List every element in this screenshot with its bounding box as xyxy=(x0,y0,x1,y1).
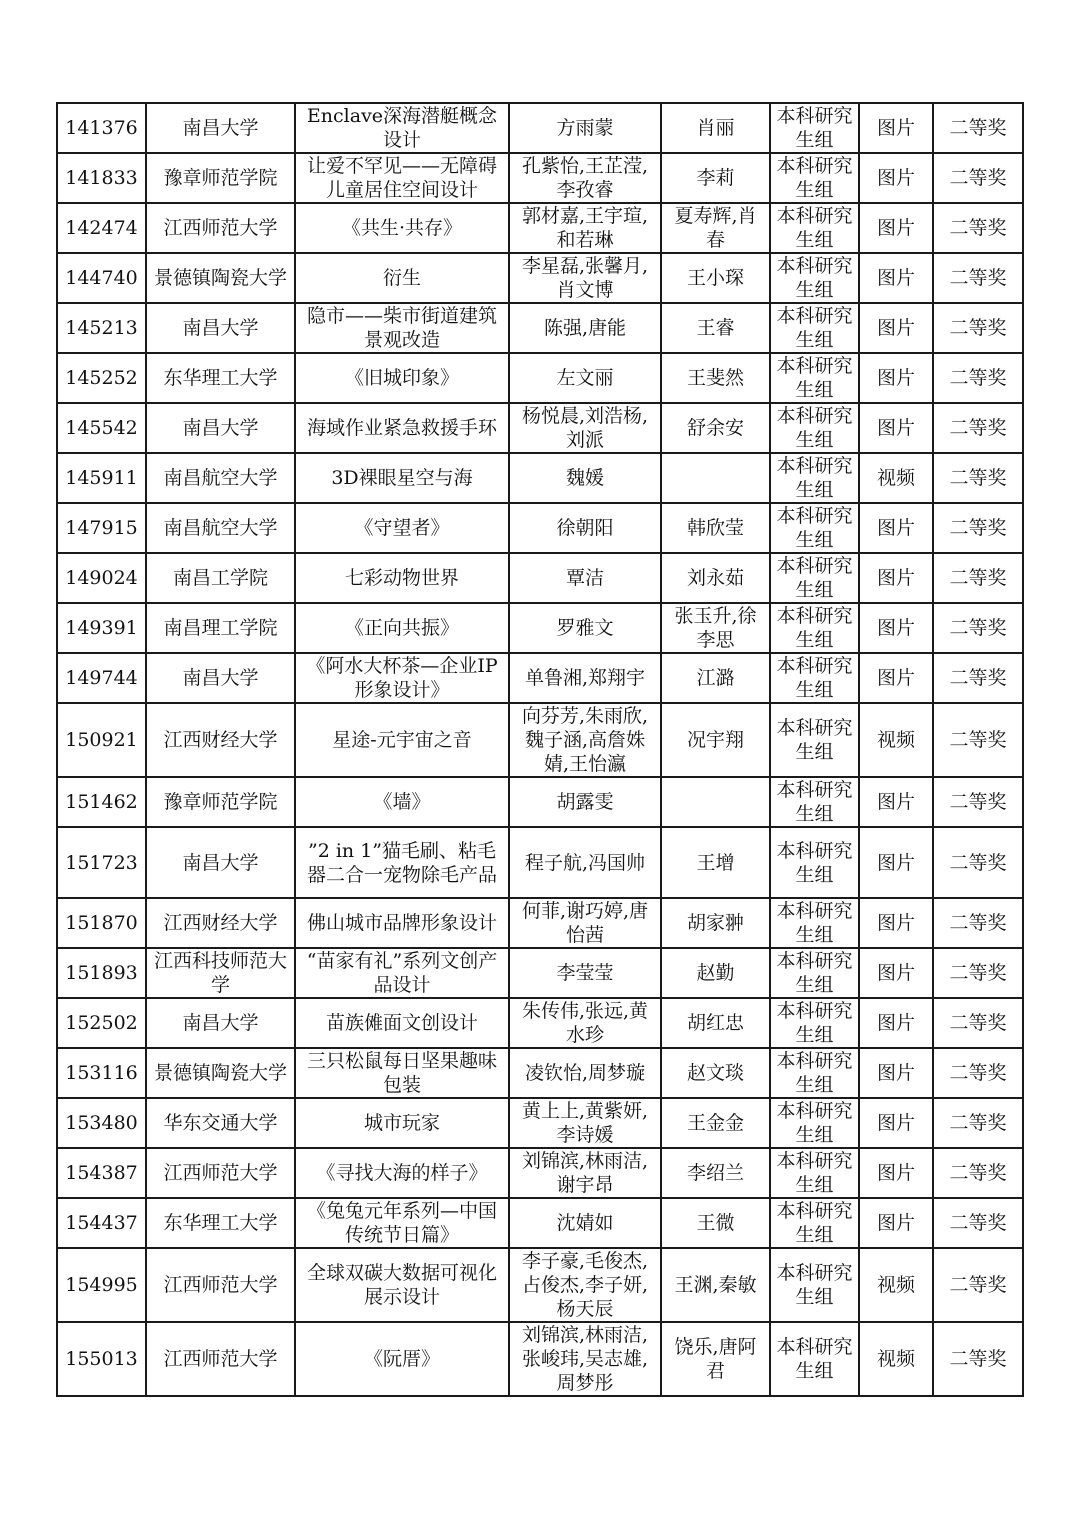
cell-type: 视频 xyxy=(859,703,933,777)
cell-group: 本科研究生组 xyxy=(770,653,859,703)
cell-id: 149391 xyxy=(57,603,146,653)
cell-title: 三只松鼠每日坚果趣味包装 xyxy=(295,1048,509,1098)
cell-title: 衍生 xyxy=(295,253,509,303)
cell-award: 二等奖 xyxy=(933,503,1023,553)
cell-school: 江西师范大学 xyxy=(146,203,295,253)
table-row xyxy=(57,503,1023,553)
cell-id: 145911 xyxy=(57,453,146,503)
table-row xyxy=(57,103,1023,153)
cell-authors: 孔紫怡,王芷滢,李孜睿 xyxy=(509,153,661,203)
cell-type: 图片 xyxy=(859,553,933,603)
cell-advisor: 刘永茹 xyxy=(661,553,770,603)
cell-type: 图片 xyxy=(859,777,933,827)
cell-id: 149744 xyxy=(57,653,146,703)
cell-group: 本科研究生组 xyxy=(770,353,859,403)
cell-award: 二等奖 xyxy=(933,103,1023,153)
cell-advisor: 王小琛 xyxy=(661,253,770,303)
cell-advisor: 王睿 xyxy=(661,303,770,353)
cell-group: 本科研究生组 xyxy=(770,303,859,353)
cell-group: 本科研究生组 xyxy=(770,503,859,553)
cell-type: 图片 xyxy=(859,898,933,948)
cell-group: 本科研究生组 xyxy=(770,103,859,153)
cell-group: 本科研究生组 xyxy=(770,403,859,453)
table-row xyxy=(57,253,1023,303)
cell-title: 城市玩家 xyxy=(295,1098,509,1148)
cell-advisor: 况宇翔 xyxy=(661,703,770,777)
cell-id: 144740 xyxy=(57,253,146,303)
cell-award: 二等奖 xyxy=(933,827,1023,898)
cell-authors: 黄上上,黄紫妍,李诗媛 xyxy=(509,1098,661,1148)
cell-title: 苗族傩面文创设计 xyxy=(295,998,509,1048)
table-row xyxy=(57,153,1023,203)
cell-id: 145213 xyxy=(57,303,146,353)
cell-group: 本科研究生组 xyxy=(770,777,859,827)
cell-award: 二等奖 xyxy=(933,153,1023,203)
table-row xyxy=(57,1198,1023,1248)
cell-group: 本科研究生组 xyxy=(770,948,859,998)
cell-advisor: 饶乐,唐阿君 xyxy=(661,1322,770,1396)
cell-authors: 郭材嘉,王宇瑄,和若琳 xyxy=(509,203,661,253)
table-row xyxy=(57,303,1023,353)
cell-authors: 李子豪,毛俊杰,占俊杰,李子妍,杨天辰 xyxy=(509,1248,661,1322)
cell-authors: 凌钦怡,周梦璇 xyxy=(509,1048,661,1098)
cell-group: 本科研究生组 xyxy=(770,203,859,253)
cell-authors: 罗雅文 xyxy=(509,603,661,653)
cell-advisor: 张玉升,徐李思 xyxy=(661,603,770,653)
cell-authors: 杨悦晨,刘浩杨,刘派 xyxy=(509,403,661,453)
cell-award: 二等奖 xyxy=(933,603,1023,653)
cell-advisor xyxy=(661,777,770,827)
cell-advisor: 王渊,秦敏 xyxy=(661,1248,770,1322)
table-row xyxy=(57,1322,1023,1396)
table-row xyxy=(57,703,1023,777)
table-row xyxy=(57,898,1023,948)
cell-id: 154387 xyxy=(57,1148,146,1198)
table-row xyxy=(57,777,1023,827)
cell-authors: 徐朝阳 xyxy=(509,503,661,553)
cell-id: 151893 xyxy=(57,948,146,998)
cell-award: 二等奖 xyxy=(933,1248,1023,1322)
cell-group: 本科研究生组 xyxy=(770,703,859,777)
cell-group: 本科研究生组 xyxy=(770,998,859,1048)
cell-type: 图片 xyxy=(859,503,933,553)
cell-type: 图片 xyxy=(859,203,933,253)
cell-title: 全球双碳大数据可视化展示设计 xyxy=(295,1248,509,1322)
table-row xyxy=(57,1098,1023,1148)
cell-award: 二等奖 xyxy=(933,703,1023,777)
cell-award: 二等奖 xyxy=(933,1098,1023,1148)
cell-title: 《墙》 xyxy=(295,777,509,827)
table-row xyxy=(57,453,1023,503)
cell-type: 图片 xyxy=(859,1198,933,1248)
cell-school: 豫章师范学院 xyxy=(146,153,295,203)
cell-advisor: 韩欣莹 xyxy=(661,503,770,553)
cell-title: 《寻找大海的样子》 xyxy=(295,1148,509,1198)
cell-title: 隐市——柴市街道建筑景观改造 xyxy=(295,303,509,353)
cell-title: 《阮厝》 xyxy=(295,1322,509,1396)
awards-sheet xyxy=(56,102,1022,1397)
cell-type: 图片 xyxy=(859,253,933,303)
cell-group: 本科研究生组 xyxy=(770,898,859,948)
cell-advisor: 赵勤 xyxy=(661,948,770,998)
cell-id: 152502 xyxy=(57,998,146,1048)
cell-group: 本科研究生组 xyxy=(770,1148,859,1198)
cell-title: ”2 in 1”猫毛刷、粘毛器二合一宠物除毛产品 xyxy=(295,827,509,898)
cell-school: 江西师范大学 xyxy=(146,1148,295,1198)
cell-type: 图片 xyxy=(859,303,933,353)
cell-authors: 陈强,唐能 xyxy=(509,303,661,353)
cell-authors: 沈婧如 xyxy=(509,1198,661,1248)
cell-group: 本科研究生组 xyxy=(770,1248,859,1322)
cell-advisor: 李莉 xyxy=(661,153,770,203)
cell-award: 二等奖 xyxy=(933,1198,1023,1248)
table-row xyxy=(57,553,1023,603)
cell-award: 二等奖 xyxy=(933,777,1023,827)
cell-id: 142474 xyxy=(57,203,146,253)
cell-advisor: 胡家翀 xyxy=(661,898,770,948)
cell-id: 145542 xyxy=(57,403,146,453)
cell-authors: 刘锦滨,林雨洁,谢宇昂 xyxy=(509,1148,661,1198)
cell-type: 图片 xyxy=(859,1148,933,1198)
cell-award: 二等奖 xyxy=(933,453,1023,503)
cell-authors: 刘锦滨,林雨洁,张峻玮,吴志雄,周梦彤 xyxy=(509,1322,661,1396)
cell-school: 南昌航空大学 xyxy=(146,503,295,553)
cell-id: 141833 xyxy=(57,153,146,203)
table-row xyxy=(57,1148,1023,1198)
cell-id: 149024 xyxy=(57,553,146,603)
table-row xyxy=(57,203,1023,253)
cell-authors: 何菲,谢巧婷,唐怡茜 xyxy=(509,898,661,948)
cell-type: 图片 xyxy=(859,1098,933,1148)
cell-id: 155013 xyxy=(57,1322,146,1396)
cell-id: 154437 xyxy=(57,1198,146,1248)
cell-title: “苗家有礼”系列文创产品设计 xyxy=(295,948,509,998)
cell-advisor: 肖丽 xyxy=(661,103,770,153)
cell-advisor: 赵文琰 xyxy=(661,1048,770,1098)
cell-authors: 左文丽 xyxy=(509,353,661,403)
cell-advisor: 胡红忠 xyxy=(661,998,770,1048)
cell-school: 南昌航空大学 xyxy=(146,453,295,503)
cell-type: 图片 xyxy=(859,153,933,203)
cell-school: 南昌大学 xyxy=(146,653,295,703)
cell-title: 《阿水大杯茶—企业IP形象设计》 xyxy=(295,653,509,703)
cell-title: 3D裸眼星空与海 xyxy=(295,453,509,503)
cell-school: 景德镇陶瓷大学 xyxy=(146,253,295,303)
cell-authors: 李莹莹 xyxy=(509,948,661,998)
cell-type: 视频 xyxy=(859,453,933,503)
cell-authors: 覃洁 xyxy=(509,553,661,603)
table-row xyxy=(57,403,1023,453)
cell-authors: 向芬芳,朱雨欣,魏子涵,高詹姝婧,王怡瀛 xyxy=(509,703,661,777)
cell-type: 视频 xyxy=(859,1248,933,1322)
cell-school: 东华理工大学 xyxy=(146,353,295,403)
table-row xyxy=(57,653,1023,703)
awards-table xyxy=(56,102,1024,1397)
cell-title: Enclave深海潜艇概念设计 xyxy=(295,103,509,153)
cell-type: 图片 xyxy=(859,998,933,1048)
cell-type: 图片 xyxy=(859,103,933,153)
cell-group: 本科研究生组 xyxy=(770,603,859,653)
cell-title: 《正向共振》 xyxy=(295,603,509,653)
cell-award: 二等奖 xyxy=(933,553,1023,603)
cell-id: 151870 xyxy=(57,898,146,948)
cell-award: 二等奖 xyxy=(933,1322,1023,1396)
cell-award: 二等奖 xyxy=(933,403,1023,453)
cell-id: 151723 xyxy=(57,827,146,898)
cell-authors: 程子航,冯国帅 xyxy=(509,827,661,898)
cell-type: 图片 xyxy=(859,827,933,898)
cell-advisor: 李绍兰 xyxy=(661,1148,770,1198)
cell-title: 七彩动物世界 xyxy=(295,553,509,603)
cell-award: 二等奖 xyxy=(933,1048,1023,1098)
cell-id: 153480 xyxy=(57,1098,146,1148)
cell-school: 南昌工学院 xyxy=(146,553,295,603)
cell-award: 二等奖 xyxy=(933,1148,1023,1198)
cell-award: 二等奖 xyxy=(933,253,1023,303)
cell-group: 本科研究生组 xyxy=(770,1322,859,1396)
cell-school: 华东交通大学 xyxy=(146,1098,295,1148)
table-row xyxy=(57,603,1023,653)
cell-group: 本科研究生组 xyxy=(770,553,859,603)
table-row xyxy=(57,1048,1023,1098)
cell-advisor: 夏寿辉,肖春 xyxy=(661,203,770,253)
cell-award: 二等奖 xyxy=(933,948,1023,998)
cell-school: 景德镇陶瓷大学 xyxy=(146,1048,295,1098)
cell-authors: 李星磊,张馨月,肖文博 xyxy=(509,253,661,303)
cell-school: 南昌大学 xyxy=(146,103,295,153)
cell-school: 东华理工大学 xyxy=(146,1198,295,1248)
cell-advisor: 舒余安 xyxy=(661,403,770,453)
cell-type: 图片 xyxy=(859,948,933,998)
cell-authors: 胡露雯 xyxy=(509,777,661,827)
cell-advisor xyxy=(661,453,770,503)
cell-advisor: 王微 xyxy=(661,1198,770,1248)
cell-school: 南昌大学 xyxy=(146,998,295,1048)
cell-id: 141376 xyxy=(57,103,146,153)
cell-title: 《旧城印象》 xyxy=(295,353,509,403)
cell-award: 二等奖 xyxy=(933,898,1023,948)
cell-title: 让爱不罕见——无障碍儿童居住空间设计 xyxy=(295,153,509,203)
cell-id: 150921 xyxy=(57,703,146,777)
cell-school: 江西师范大学 xyxy=(146,1322,295,1396)
cell-group: 本科研究生组 xyxy=(770,1048,859,1098)
cell-group: 本科研究生组 xyxy=(770,1198,859,1248)
cell-type: 视频 xyxy=(859,1322,933,1396)
cell-advisor: 江潞 xyxy=(661,653,770,703)
cell-title: 《守望者》 xyxy=(295,503,509,553)
cell-school: 江西财经大学 xyxy=(146,898,295,948)
table-row xyxy=(57,827,1023,898)
cell-award: 二等奖 xyxy=(933,353,1023,403)
cell-award: 二等奖 xyxy=(933,203,1023,253)
cell-school: 江西财经大学 xyxy=(146,703,295,777)
cell-advisor: 王金金 xyxy=(661,1098,770,1148)
cell-authors: 单鲁湘,郑翔宇 xyxy=(509,653,661,703)
cell-title: 佛山城市品牌形象设计 xyxy=(295,898,509,948)
cell-group: 本科研究生组 xyxy=(770,253,859,303)
table-row xyxy=(57,998,1023,1048)
cell-award: 二等奖 xyxy=(933,653,1023,703)
awards-table-body xyxy=(57,103,1023,1396)
cell-group: 本科研究生组 xyxy=(770,1098,859,1148)
cell-authors: 方雨蒙 xyxy=(509,103,661,153)
cell-group: 本科研究生组 xyxy=(770,453,859,503)
cell-school: 南昌大学 xyxy=(146,403,295,453)
cell-school: 南昌理工学院 xyxy=(146,603,295,653)
cell-authors: 朱传伟,张远,黄水珍 xyxy=(509,998,661,1048)
table-row xyxy=(57,948,1023,998)
table-row xyxy=(57,1248,1023,1322)
cell-id: 145252 xyxy=(57,353,146,403)
cell-type: 图片 xyxy=(859,603,933,653)
cell-id: 147915 xyxy=(57,503,146,553)
cell-school: 江西师范大学 xyxy=(146,1248,295,1322)
cell-group: 本科研究生组 xyxy=(770,827,859,898)
cell-id: 151462 xyxy=(57,777,146,827)
cell-type: 图片 xyxy=(859,653,933,703)
cell-id: 153116 xyxy=(57,1048,146,1098)
table-row xyxy=(57,353,1023,403)
cell-school: 豫章师范学院 xyxy=(146,777,295,827)
cell-award: 二等奖 xyxy=(933,303,1023,353)
cell-type: 图片 xyxy=(859,353,933,403)
cell-advisor: 王增 xyxy=(661,827,770,898)
cell-school: 南昌大学 xyxy=(146,827,295,898)
cell-group: 本科研究生组 xyxy=(770,153,859,203)
cell-advisor: 王斐然 xyxy=(661,353,770,403)
cell-type: 图片 xyxy=(859,403,933,453)
cell-id: 154995 xyxy=(57,1248,146,1322)
cell-title: 星途-元宇宙之音 xyxy=(295,703,509,777)
cell-award: 二等奖 xyxy=(933,998,1023,1048)
cell-school: 江西科技师范大学 xyxy=(146,948,295,998)
cell-school: 南昌大学 xyxy=(146,303,295,353)
cell-title: 《共生·共存》 xyxy=(295,203,509,253)
cell-title: 《兔兔元年系列—中国传统节日篇》 xyxy=(295,1198,509,1248)
cell-authors: 魏媛 xyxy=(509,453,661,503)
cell-title: 海域作业紧急救援手环 xyxy=(295,403,509,453)
cell-type: 图片 xyxy=(859,1048,933,1098)
